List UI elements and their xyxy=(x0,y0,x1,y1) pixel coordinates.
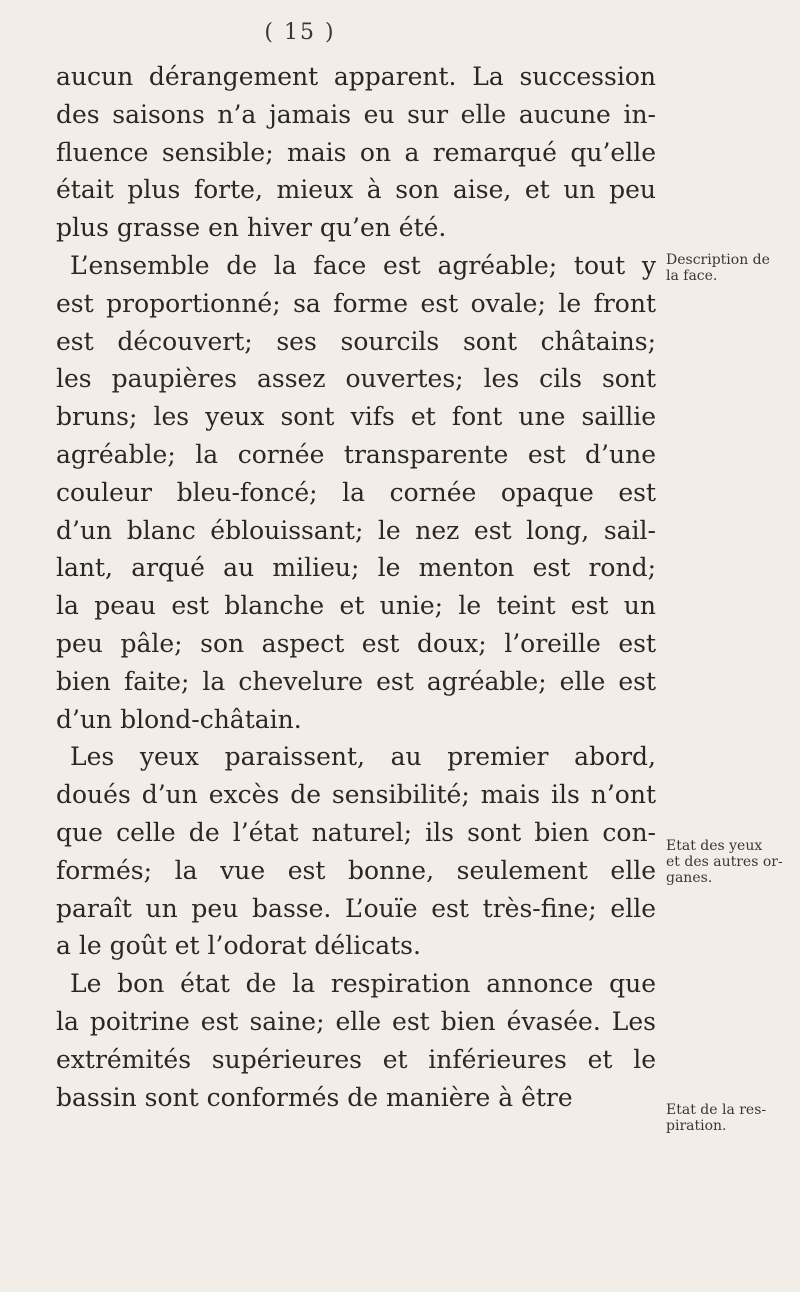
text-line: d’un blanc éblouissant; le nez est long, sail- xyxy=(56,515,656,545)
margin-note-line: Description de xyxy=(666,252,770,268)
page-number: ( 15 ) xyxy=(264,20,336,45)
text-line: est découvert; ses sourcils sont châtains; xyxy=(56,326,656,356)
text-line: a le goût et l’odorat délicats. xyxy=(56,931,421,961)
margin-note-respiration xyxy=(666,1102,796,1134)
margin-note-line: la face. xyxy=(666,268,718,284)
text-line: aucun dérangement apparent. La succession xyxy=(56,62,656,91)
text-line: la poitrine est saine; elle est bien évasée. Les xyxy=(56,1006,656,1036)
text-line: paraît un peu basse. L’ouïe est très-fine; elle xyxy=(56,893,656,923)
text-line: formés; la vue est bonne, seulement elle xyxy=(56,855,656,885)
text-line: bruns; les yeux sont vifs et font une saillie xyxy=(56,402,656,432)
text-line: que celle de l’état naturel; ils sont bien con- xyxy=(56,817,656,847)
text-line: était plus forte, mieux à son aise, et un peu xyxy=(56,175,656,205)
margin-note-eyes xyxy=(666,838,796,886)
text-line: la peau est blanche et unie; le teint est un xyxy=(56,591,656,621)
text-line: couleur bleu-foncé; la cornée opaque est xyxy=(56,477,656,507)
text-line: des saisons n’a jamais eu sur elle aucune in- xyxy=(56,99,656,129)
text-line: bassin sont conformés de manière à être xyxy=(56,1082,573,1112)
text-line: les paupières assez ouvertes; les cils sont xyxy=(56,364,656,394)
text-line: fluence sensible; mais on a remarqué qu’elle xyxy=(56,137,656,167)
text-line: doués d’un excès de sensibilité; mais ils n’ont xyxy=(56,780,656,810)
body-text xyxy=(56,58,656,1116)
text-line: plus grasse en hiver qu’en été. xyxy=(56,213,447,243)
margin-note-line: Etat de la res- xyxy=(666,1102,767,1118)
text-line: bien faite; la chevelure est agréable; elle est xyxy=(56,666,656,696)
text-line: Le bon état de la respiration annonce que xyxy=(70,969,656,999)
text-line: extrémités supérieures et inférieures et le xyxy=(56,1044,656,1074)
text-line: Les yeux paraissent, au premier abord, xyxy=(70,742,656,772)
margin-note-line: ganes. xyxy=(666,870,713,886)
text-line: d’un blond-châtain. xyxy=(56,704,302,734)
text-line: peu pâle; son aspect est doux; l’oreille est xyxy=(56,628,656,658)
text-line: L’ensemble de la face est agréable; tout y xyxy=(70,250,656,280)
margin-note-line: Etat des yeux xyxy=(666,838,763,854)
margin-note-face xyxy=(666,252,796,284)
text-line: est proportionné; sa forme est ovale; le front xyxy=(56,288,656,318)
text-line: lant, arqué au milieu; le menton est rond; xyxy=(56,553,656,583)
margin-note-line: et des autres or- xyxy=(666,854,783,870)
text-line: agréable; la cornée transparente est d’une xyxy=(56,439,656,469)
margin-note-line: piration. xyxy=(666,1118,727,1134)
